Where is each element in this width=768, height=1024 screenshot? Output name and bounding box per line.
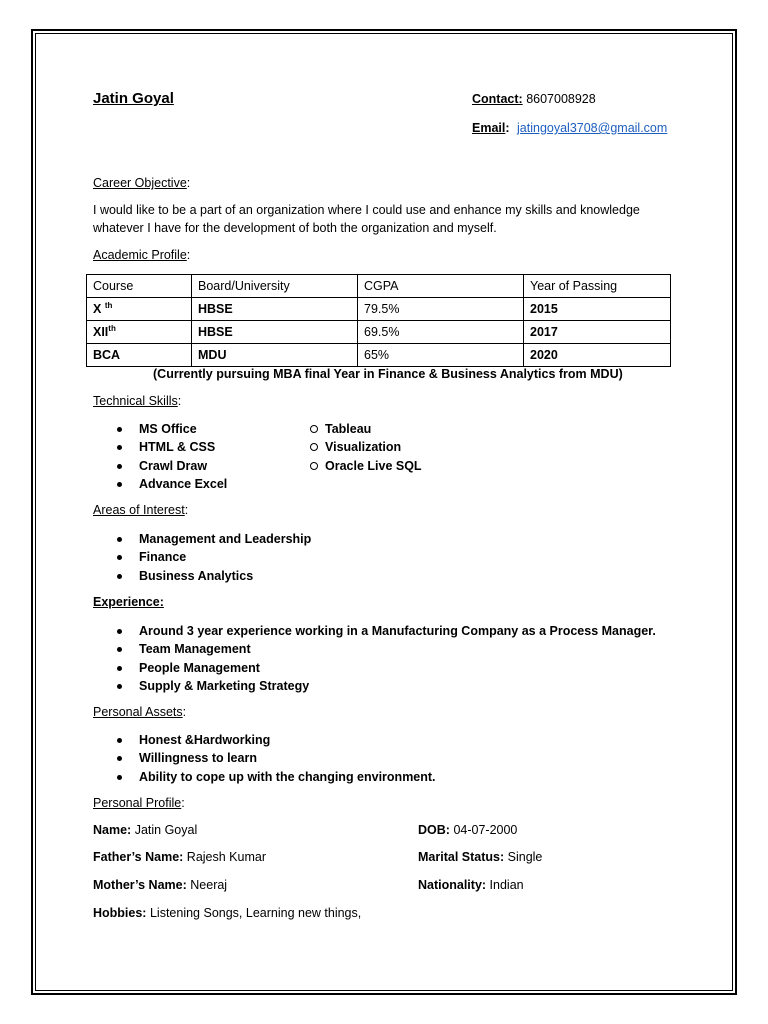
list-item xyxy=(93,731,436,749)
technical-skills-heading-text: Technical Skills xyxy=(93,394,178,408)
table-cell-board: HBSE xyxy=(192,298,358,321)
career-objective-text: I would like to be a part of an organization where I could use and enhance my skills and knowledge whatever I have for the development of both the organization and myself. xyxy=(93,203,640,235)
list-item xyxy=(93,548,311,566)
profile-dob xyxy=(418,823,517,837)
profile-marital-label: Marital Status: xyxy=(418,850,505,864)
list-item-text: Willingness to learn xyxy=(139,751,257,766)
table-cell-year: 2015 xyxy=(524,298,671,321)
bullet-icon xyxy=(117,775,122,780)
list-item xyxy=(93,530,311,548)
profile-nationality-label: Nationality: xyxy=(418,878,487,892)
list-item xyxy=(310,457,422,475)
profile-marital xyxy=(418,850,542,864)
list-item-text: Management and Leadership xyxy=(139,532,312,546)
bullet-icon xyxy=(117,756,122,761)
technical-skills-heading: Technical Skills: xyxy=(93,394,182,408)
technical-skills-list-left xyxy=(93,420,227,493)
profile-dob-label: DOB: xyxy=(418,823,450,837)
academic-profile-heading: Academic Profile: xyxy=(93,248,191,262)
table-cell-cgpa: 79.5% xyxy=(358,298,524,321)
bullet-icon xyxy=(117,647,122,652)
circle-bullet-icon xyxy=(310,462,318,470)
list-item-text: People Management xyxy=(139,660,260,675)
table-cell-course xyxy=(87,298,192,321)
profile-father-label: Father’s Name: xyxy=(93,850,184,864)
profile-mother xyxy=(93,878,227,892)
areas-of-interest-list xyxy=(93,530,311,585)
bullet-icon xyxy=(117,574,122,579)
list-item xyxy=(93,677,656,695)
table-cell-course xyxy=(87,321,192,344)
bullet-icon xyxy=(117,445,122,450)
table-row xyxy=(87,344,671,367)
course-sup: th xyxy=(108,323,116,333)
list-item xyxy=(93,457,227,475)
email-link[interactable]: jatingoyal3708@gmail.com xyxy=(517,121,668,135)
profile-mother-value: Neeraj xyxy=(190,878,228,892)
bullet-icon xyxy=(117,738,122,743)
list-item xyxy=(93,768,436,786)
list-item-text: Team Management xyxy=(139,642,251,657)
bullet-icon xyxy=(117,537,122,542)
personal-profile-heading-text: Personal Profile xyxy=(93,796,182,810)
course-text: XII xyxy=(93,325,109,339)
table-row xyxy=(87,298,671,321)
list-item-text: MS Office xyxy=(139,422,197,436)
list-item-text: Finance xyxy=(139,550,187,565)
table-header-row xyxy=(87,275,671,298)
personal-assets-heading-text: Personal Assets xyxy=(93,705,183,719)
experience-heading: Experience: xyxy=(93,595,164,609)
list-item-text: Ability to cope up with the changing environment. xyxy=(139,769,436,784)
bullet-icon xyxy=(117,482,122,487)
personal-assets-heading: Personal Assets: xyxy=(93,705,187,719)
list-item-text: Supply & Marketing Strategy xyxy=(139,678,310,693)
bullet-icon xyxy=(117,464,122,469)
course-text: X xyxy=(93,302,102,316)
candidate-name: Jatin Goyal xyxy=(93,90,174,107)
profile-mother-label: Mother’s Name: xyxy=(93,878,187,892)
bullet-icon xyxy=(117,666,122,671)
table-cell-year: 2017 xyxy=(524,321,671,344)
email-line xyxy=(472,121,667,135)
table-row xyxy=(87,321,671,344)
bullet-icon xyxy=(117,684,122,689)
personal-profile-heading: Personal Profile: xyxy=(93,796,185,810)
list-item xyxy=(93,438,227,456)
career-objective-heading-text: Career Objective xyxy=(93,176,187,190)
profile-nationality xyxy=(418,878,524,892)
list-item xyxy=(93,622,656,640)
profile-hobbies xyxy=(93,906,361,920)
experience-list xyxy=(93,622,656,695)
list-item xyxy=(93,475,227,493)
contact-line xyxy=(472,92,596,106)
profile-name-label: Name: xyxy=(93,823,132,837)
bullet-icon xyxy=(117,629,122,634)
list-item-text: Honest &Hardworking xyxy=(139,733,271,747)
bullet-icon xyxy=(117,555,122,560)
profile-father xyxy=(93,850,266,864)
list-item xyxy=(310,420,422,438)
list-item-text: Crawl Draw xyxy=(139,458,208,473)
circle-bullet-icon xyxy=(310,443,318,451)
areas-of-interest-heading: Areas of Interest: xyxy=(93,503,189,517)
profile-hobbies-label: Hobbies: xyxy=(93,906,147,920)
profile-name xyxy=(93,823,197,837)
list-item-text: Visualization xyxy=(325,440,402,455)
personal-assets-list xyxy=(93,731,436,786)
list-item-text: HTML & CSS xyxy=(139,440,216,455)
academic-note: (Currently pursuing MBA final Year in Finance & Business Analytics from MDU) xyxy=(153,367,623,381)
table-cell-board: MDU xyxy=(192,344,358,367)
list-item-text: Around 3 year experience working in a Manufacturing Company as a Process Manager. xyxy=(139,624,656,638)
list-item-text: Oracle Live SQL xyxy=(325,458,422,473)
table-header-cell: Year of Passing xyxy=(524,275,671,298)
career-objective-heading: Career Objective: xyxy=(93,176,191,190)
list-item xyxy=(93,567,311,585)
list-item xyxy=(93,659,656,677)
technical-skills-list-right xyxy=(310,420,422,475)
profile-name-value: Jatin Goyal xyxy=(134,823,198,837)
email-label: Email xyxy=(472,121,506,135)
circle-bullet-icon xyxy=(310,425,318,433)
list-item-text: Business Analytics xyxy=(139,568,254,583)
table-cell-cgpa: 69.5% xyxy=(358,321,524,344)
table-header-cell: Course xyxy=(87,275,192,298)
table-cell-cgpa: 65% xyxy=(358,344,524,367)
academic-profile-heading-text: Academic Profile xyxy=(93,248,187,262)
list-item-text: Tableau xyxy=(325,422,372,436)
contact-label: Contact: xyxy=(472,92,523,106)
profile-dob-value: 04-07-2000 xyxy=(453,823,518,837)
profile-hobbies-value: Listening Songs, Learning new things, xyxy=(149,906,362,920)
bullet-icon xyxy=(117,427,122,432)
list-item-text: Advance Excel xyxy=(139,476,228,491)
profile-father-value: Rajesh Kumar xyxy=(186,850,266,864)
table-cell-course: BCA xyxy=(87,344,192,367)
course-sup: th xyxy=(104,300,113,310)
profile-nationality-value: Indian xyxy=(489,878,524,892)
table-header-cell: CGPA xyxy=(358,275,524,298)
list-item xyxy=(310,438,422,456)
email-colon: : xyxy=(505,121,510,135)
list-item xyxy=(93,420,227,438)
areas-of-interest-heading-text: Areas of Interest xyxy=(93,503,185,517)
profile-marital-value: Single xyxy=(507,850,543,864)
list-item xyxy=(93,749,436,767)
contact-value: 8607008928 xyxy=(526,92,596,106)
table-cell-board: HBSE xyxy=(192,321,358,344)
table-cell-year: 2020 xyxy=(524,344,671,367)
list-item xyxy=(93,640,656,658)
table-header-cell: Board/University xyxy=(192,275,358,298)
academic-table xyxy=(86,274,671,367)
